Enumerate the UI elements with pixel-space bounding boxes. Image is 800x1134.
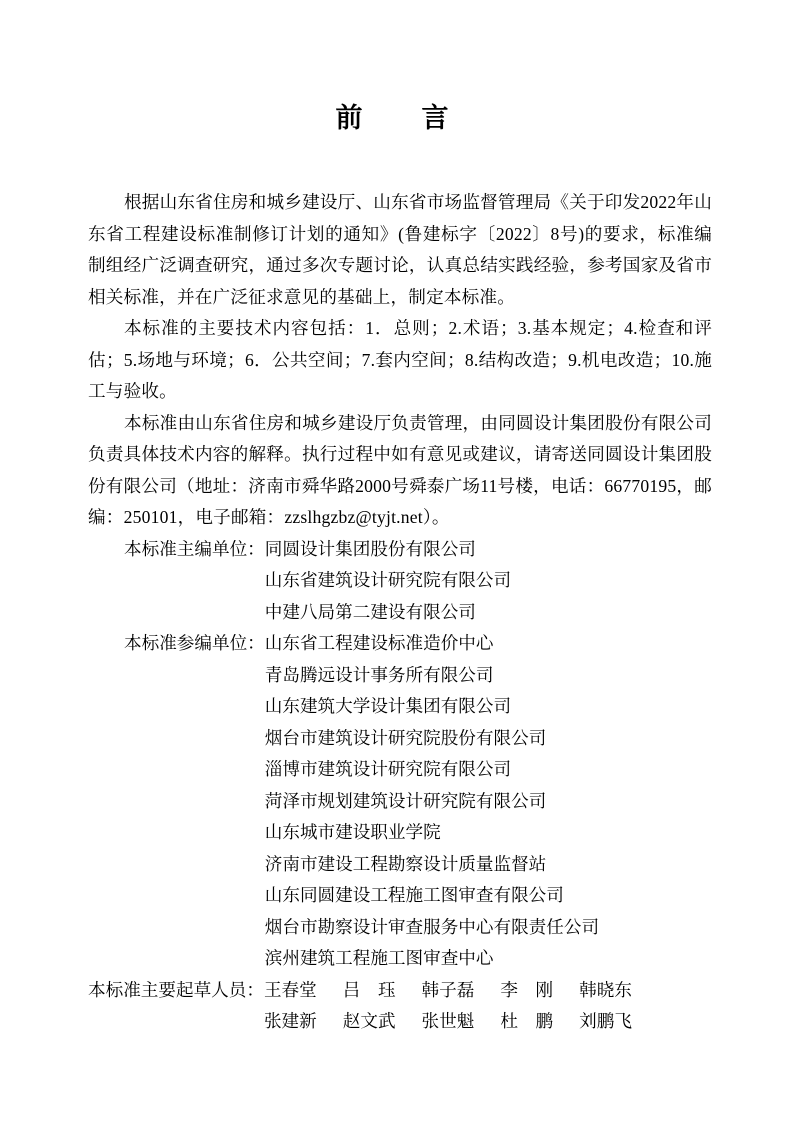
participating-unit-row: [88, 723, 712, 755]
drafters-names-row-1: [264, 975, 632, 1007]
participating-unit-value: 菏泽市规划建筑设计研究院有限公司: [264, 790, 547, 811]
chief-editor-unit-row: [88, 565, 712, 597]
participating-unit-value: 山东城市建设职业学院: [264, 822, 441, 842]
participating-unit-value: 烟台市勘察设计审查服务中心有限责任公司: [264, 916, 600, 937]
participating-unit-row: [88, 691, 712, 723]
participating-unit-value: 山东省工程建设标准造价中心: [264, 633, 494, 653]
chief-editor-unit-value: 中建八局第二建设有限公司: [264, 601, 476, 622]
participating-unit-value: 淄博市建筑设计研究院有限公司: [264, 759, 512, 779]
credits-section: [88, 534, 712, 1038]
drafter-name: 杜 鹏: [500, 1011, 554, 1031]
participating-unit-value: 烟台市建筑设计研究院股份有限公司: [264, 727, 547, 748]
participating-unit-row: [88, 786, 712, 818]
participating-unit-row: [88, 817, 712, 849]
chief-editor-unit-value: 同圆设计集团股份有限公司: [264, 538, 476, 559]
participating-unit-value: 山东建筑大学设计集团有限公司: [264, 696, 512, 716]
drafters-row: [88, 1006, 712, 1038]
chief-editor-unit-row: [88, 597, 712, 629]
participating-unit-row: [88, 849, 712, 881]
participating-unit-row: [88, 912, 712, 944]
drafter-name: 韩子磊: [421, 979, 475, 1000]
participating-unit-label: 本标准参编单位：: [124, 633, 265, 653]
drafter-name: 韩晓东: [579, 979, 632, 1000]
foreword-body: [88, 187, 712, 534]
chief-editor-unit-value: 山东省建筑设计研究院有限公司: [264, 570, 512, 590]
paragraph-3: 本标准由山东省住房和城乡建设厅负责管理，由同圆设计集团股份有限公司负责具体技术内容的解释。执行过程中如有意见或建议，请寄送同圆设计集团股份有限公司（地址：济南市舜华路2000号舜泰广场11号楼，电话：66770195，邮编：250101，电子邮箱：zzslhgzbz@tyjt.net）。: [88, 412, 712, 527]
drafters-label: 本标准主要起草人员：: [88, 979, 264, 1000]
chief-editor-unit-row: [88, 534, 712, 566]
participating-unit-value: 滨州建筑工程施工图审查中心: [264, 948, 494, 968]
drafter-name: 刘鹏飞: [579, 1011, 632, 1031]
participating-unit-value: 山东同圆建设工程施工图审查有限公司: [264, 885, 564, 905]
drafter-name: 张世魁: [421, 1011, 475, 1031]
drafter-name: 吕 珏: [342, 979, 396, 1000]
paragraph-1: 根据山东省住房和城乡建设厅、山东省市场监督管理局《关于印发2022年山东省工程建设标准制修订计划的通知》(鲁建标字〔2022〕8号)的要求，标准编制组经广泛调查研究，通过多次专题讨论，认真总结实践经验，参考国家及省市相关标准，并在广泛征求意见的基础上，制定本标准。: [88, 192, 712, 307]
participating-unit-row: [88, 628, 712, 660]
paragraph-2: 本标准的主要技术内容包括：1．总则；2.术语；3.基本规定；4.检查和评估；5.场地与环境；6．公共空间；7.套内空间；8.结构改造；9.机电改造；10.施工与验收。: [88, 318, 712, 401]
drafter-name: 李 刚: [500, 979, 554, 1000]
participating-unit-row: [88, 943, 712, 975]
participating-unit-row: [88, 880, 712, 912]
page-title: 前 言: [335, 103, 465, 133]
drafter-name: 赵文武: [342, 1011, 396, 1031]
drafters-names-row-2: [264, 1006, 632, 1038]
participating-unit-row: [88, 660, 712, 692]
chief-editor-unit-label: 本标准主编单位：: [124, 538, 265, 559]
drafters-row: [88, 975, 712, 1007]
participating-unit-value: 济南市建设工程勘察设计质量监督站: [264, 853, 547, 874]
drafter-name: 王春堂: [263, 979, 317, 1000]
drafter-name: 张建新: [263, 1011, 317, 1031]
participating-unit-row: [88, 754, 712, 786]
participating-unit-value: 青岛腾远设计事务所有限公司: [264, 664, 494, 685]
